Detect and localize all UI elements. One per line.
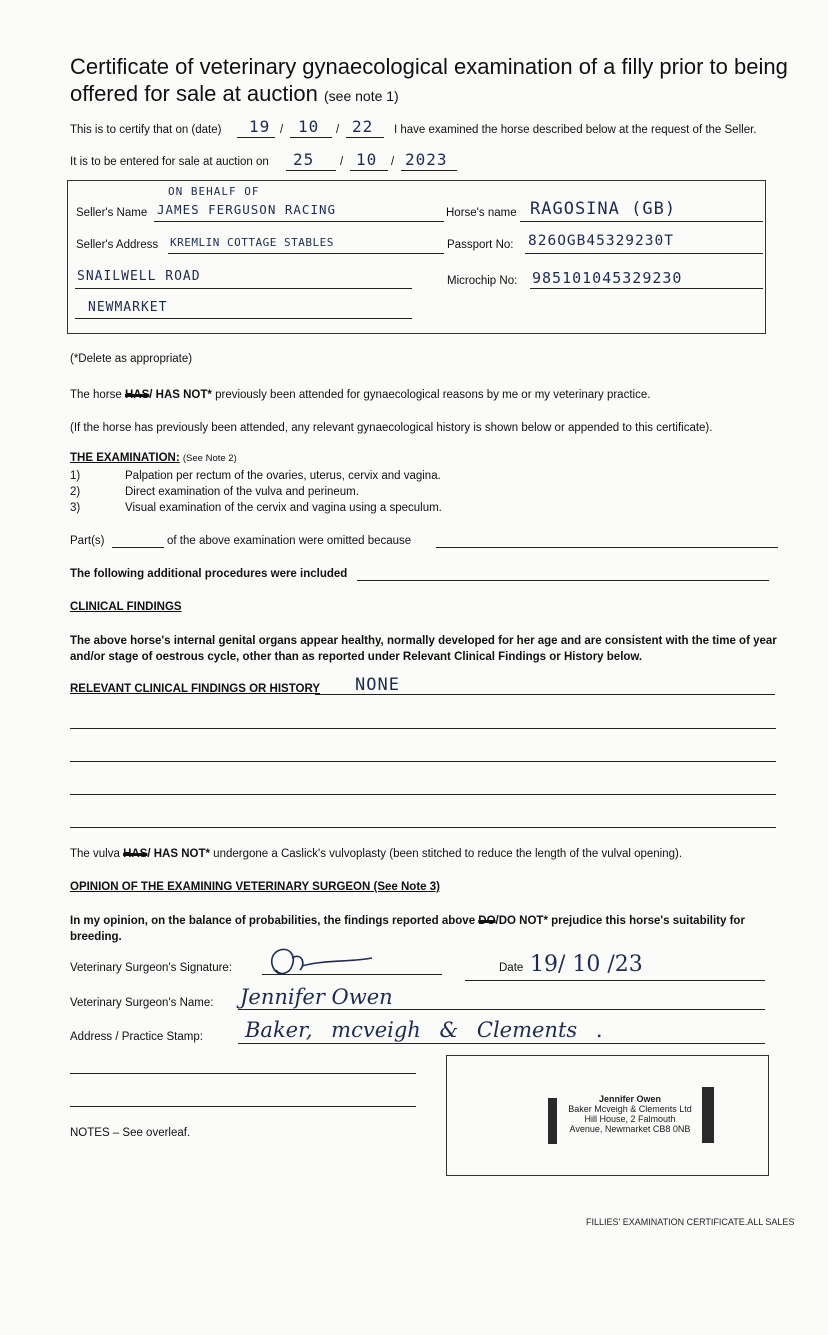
exam-item-3-num: 3) xyxy=(70,502,81,514)
seller-name-value: JAMES FERGUSON RACING xyxy=(157,202,337,217)
examination-heading-note: (See Note 2) xyxy=(182,453,237,464)
omitted-prefix: Part(s) xyxy=(70,535,105,547)
notes: NOTES – See overleaf. xyxy=(70,1127,191,1139)
seller-address-line3: NEWMARKET xyxy=(88,300,168,315)
passport-label: Passport No: xyxy=(447,239,514,251)
footer: FILLIES' EXAMINATION CERTIFICATE.ALL SALES xyxy=(586,1217,795,1227)
vulva-rest: / HAS NOT* xyxy=(147,848,210,860)
opinion-text xyxy=(70,913,785,945)
exam-item-3-text: Visual examination of the cervix and vagina using a speculum. xyxy=(125,502,442,514)
opinion-heading: OPINION OF THE EXAMINING VETERINARY SURGEON (See Note 3) xyxy=(70,881,440,893)
auction-day: 25 xyxy=(293,150,315,169)
certificate-page: Certificate of veterinary gynaecological examination of a filly prior to being offered for sale at auction (see note 1) This is to certify that on (date) 19 / 10 / 22 I have examined the horse described below at the request of the Seller. It is to be entered for sale at auction on 25 / 10 / 2023 ON BEHALF OF Seller's Name JAMES FERGUSON RACING Horse's name RAGOSINA (GB) Seller's Address KREMLIN COTTAGE STABLES Passport No: 826OGB45329230T SNAILWELL ROAD Microchip No: 985101045329230 NEWMARKET (*Delete as appropriate) The horse HAS/ HAS NOT* previously been attended for gynaecological reasons by me or my veterinary practice. (If the horse has previously been attended, any relevant gynaecological history is shown below or appended to this certificate). THE EXAMINATION: (See Note 2) 1) Palpation per rectum of the ovaries, uterus, cervix and vagina. 2) Direct examination of the vulva and perineum. 3) Visual examination of the cervix and vagina using a speculum. Part(s) of the above examination were omitted because The following additional procedures were included CLINICAL FINDINGS The above horse's internal genital organs appear healthy, normally developed for her age and are consistent with the time of year and/or stage of oestrous cycle, other than as reported under Relevant Clinical Findings or History below. RELEVANT CLINICAL FINDINGS OR HISTORY NONE The vulva HAS/ HAS NOT* undergone a Caslick's vulvoplasty (been stitched to reduce the length of the vulval opening). OPINION OF THE EXAMINING VETERINARY SURGEON (See Note 3) In my opinion, on the balance of probabilities, the findings reported above DO/DO NOT* prejudice this horse's suitability for breeding. Veterinary Surgeon's Signature: Date 19/ 10 /23 Veterinary Surgeon's Name: Jennifer Owen Address / Practice Stamp: Baker, mcveigh & Clements . Jennifer Owen Baker Mcveigh & Clements Ltd Hill House, 2 Falmouth Avenue, Newmarket CB8 0NB NOTES – See overleaf. FILLIES' EXAMINATION CERTIFICATE.ALL SALES xyxy=(0,0,828,1335)
title-note: (see note 1) xyxy=(324,88,399,104)
stamp-right-mark xyxy=(702,1087,714,1143)
date-value: 19/ 10 /23 xyxy=(530,952,643,977)
practice-stamp xyxy=(560,1094,700,1134)
stamp-line-4: Avenue, Newmarket CB8 0NB xyxy=(569,1124,691,1134)
exam-item-1-text: Palpation per rectum of the ovaries, uterus, cervix and vagina. xyxy=(125,470,441,482)
microchip-label: Microchip No: xyxy=(447,275,518,287)
attended-struck: HAS xyxy=(124,389,150,401)
exam-item-1-num: 1) xyxy=(70,470,81,482)
clinical-heading: CLINICAL FINDINGS xyxy=(70,601,182,613)
vulva-struck: HAS xyxy=(123,848,148,860)
date-label: Date xyxy=(499,962,524,974)
auction-prefix: It is to be entered for sale at auction on xyxy=(70,156,269,168)
seller-address-line1: KREMLIN COTTAGE STABLES xyxy=(170,236,334,249)
history-note: (If the horse has previously been attended, any relevant gynaecological history is shown below or appended to this certificate). xyxy=(70,422,713,434)
certificate-title xyxy=(70,53,790,110)
passport-value: 826OGB45329230T xyxy=(528,233,674,249)
vulva-line xyxy=(70,848,682,860)
signature-drawing xyxy=(262,944,402,978)
seller-name-label: Seller's Name xyxy=(76,207,148,219)
attended-prefix: The horse xyxy=(70,389,122,401)
stamp-left-mark xyxy=(548,1098,557,1144)
signature-label: Veterinary Surgeon's Signature: xyxy=(70,962,233,974)
vet-name-value: Jennifer Owen xyxy=(240,985,393,1009)
certify-suffix: I have examined the horse described below at the request of the Seller. xyxy=(394,124,757,136)
horse-name-label: Horse's name xyxy=(446,207,517,219)
certify-month: 10 xyxy=(298,117,320,136)
horse-name-value: RAGOSINA (GB) xyxy=(530,199,677,219)
relevant-label: RELEVANT CLINICAL FINDINGS OR HISTORY xyxy=(70,683,321,695)
practice-address-value: Baker, mcveigh & Clements . xyxy=(245,1018,603,1042)
stamp-line-3: Hill House, 2 Falmouth xyxy=(584,1114,676,1124)
practice-stamp-label: Address / Practice Stamp: xyxy=(70,1031,203,1043)
exam-item-2-text: Direct examination of the vulva and perineum. xyxy=(125,486,359,498)
stamp-line-1: Jennifer Owen xyxy=(598,1094,661,1104)
relevant-value: NONE xyxy=(355,675,400,695)
omitted-suffix: of the above examination were omitted because xyxy=(167,535,412,547)
stamp-line-2: Baker Mcveigh & Clements Ltd xyxy=(568,1104,692,1114)
seller-address-label: Seller's Address xyxy=(76,239,159,251)
title-text: Certificate of veterinary gynaecological examination of a filly prior to being offered for sale at auction xyxy=(70,54,788,106)
exam-item-2-num: 2) xyxy=(70,486,81,498)
examination-heading xyxy=(70,452,237,464)
certify-year: 22 xyxy=(352,117,374,136)
certify-prefix: This is to certify that on (date) xyxy=(70,124,222,136)
seller-name-note: ON BEHALF OF xyxy=(168,185,260,198)
certify-day: 19 xyxy=(249,117,271,136)
vulva-suffix: undergone a Caslick's vulvoplasty (been stitched to reduce the length of the vulval opening). xyxy=(213,848,683,860)
additional-procedures: The following additional procedures were included xyxy=(70,568,348,580)
attended-line xyxy=(70,389,650,401)
auction-year: 2023 xyxy=(405,150,448,169)
auction-month: 10 xyxy=(356,150,378,169)
opinion-struck: DO xyxy=(478,915,496,927)
opinion-prefix: In my opinion, on the balance of probabilities, the findings reported above xyxy=(70,915,476,927)
vulva-prefix: The vulva xyxy=(70,848,120,860)
delete-note: (*Delete as appropriate) xyxy=(70,353,193,365)
vet-name-label: Veterinary Surgeon's Name: xyxy=(70,997,214,1009)
clinical-statement: The above horse's internal genital organs appear healthy, normally developed for her age and are consistent with the time of year and/or stage of oestrous cycle, other than as reported under Relevant Clinical Findings or History below. xyxy=(70,635,777,663)
attended-suffix: previously been attended for gynaecological reasons by me or my veterinary practice. xyxy=(215,389,651,401)
opinion-rest: /DO NOT* prejudice this horse's suitability for breeding. xyxy=(70,915,745,943)
seller-address-line2: SNAILWELL ROAD xyxy=(77,269,201,284)
examination-heading-text: THE EXAMINATION: xyxy=(70,452,180,464)
microchip-value: 985101045329230 xyxy=(532,269,683,287)
attended-rest: / HAS NOT* xyxy=(149,389,212,401)
